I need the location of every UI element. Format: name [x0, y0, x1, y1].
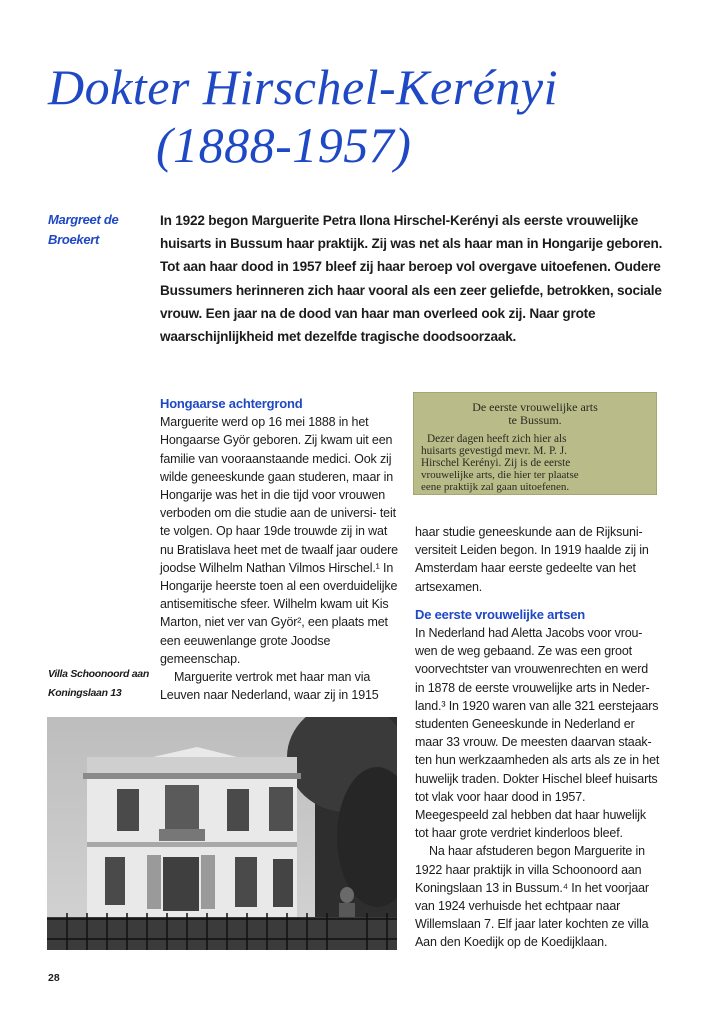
- column-right: [415, 523, 660, 952]
- column-left: [160, 395, 400, 704]
- paragraph: Marguerite werd op 16 mei 1888 in het Hongaarse Györ geboren. Zij kwam uit een familie van vooraanstaande medici. Ook zij wilde geneeskunde gaan studeren, maar in Hongarije was het in die tijd voor vrouwen verboden om die studie aan de universi- teit te volgen. Op haar 19de trouwde zij in wat nu Bratislava heet met de twaalf jaar oudere joodse Wilhelm Nathan Vilmos Hirschel.¹ In Hongarije heerste toen al een overduidelijke antisemitische sfeer. Wilhelm kwam uit Kis Marton, niet ver van Györ², een plaats met een eeuwenlange grote Joodse gemeenschap.: [160, 415, 398, 666]
- section-heading-hongaarse: Hongaarse achtergrond: [160, 396, 303, 411]
- clipping-line: vrouwelijke arts, die hier ter plaatse: [421, 469, 579, 481]
- section-heading-eerste-artsen: De eerste vrouwelijke artsen: [415, 606, 585, 622]
- paragraph: Marguerite vertrok met haar man via Leuven naar Nederland, waar zij in 1915: [160, 670, 379, 703]
- author-name: Margreet de Broekert: [48, 212, 119, 247]
- article-title: [48, 58, 688, 174]
- title-line-2: (1888-1957): [156, 117, 412, 173]
- page-number: 28: [48, 972, 60, 984]
- paragraph: haar studie geneeskunde aan de Rijksuni- versiteit Leiden begon. In 1919 haalde zij in Amsterdam haar eerste gedeelte van het artsexamen.: [415, 525, 649, 594]
- lead-paragraph: In 1922 begon Marguerite Petra Ilona Hirschel-Kerényi als eerste vrouwelijke huisarts in Bussum haar praktijk. Zij was net als haar man in Hongarije geboren. Tot aan haar dood in 1957 bleef zij haar beroep vol overgave uitoefenen. Oudere Bussumers herinneren zich haar vooral als een zeer geliefde, betrokken, sociale vrouw. Een jaar na de dood van haar man overleed ook zij. Naar grote waarschijnlijkheid met dezelfde tragische doodsoorzaak.: [160, 213, 663, 345]
- clipping-headline-1: De eerste vrouwelijke arts: [472, 400, 598, 414]
- title-line-1: Dokter Hirschel-Kerényi: [48, 59, 558, 115]
- photo-caption: Villa Schoonoord aan Koningslaan 13: [48, 668, 149, 699]
- villa-photo: [47, 717, 397, 950]
- clipping-headline-2: te Bussum.: [508, 413, 562, 427]
- clipping-line: huisarts gevestigd mevr. M. P. J.: [421, 445, 567, 457]
- paragraph: Na haar afstuderen begon Marguerite in 1922 haar praktijk in villa Schoonoord aan Koningslaan 13 in Bussum.⁴ In het voorjaar van 1924 verhuisde het echtpaar naar Willemslaan 7. Elf jaar later kochten ze villa Aan den Koedijk op de Koedijklaan.: [415, 844, 649, 950]
- clipping-line: Dezer dagen heeft zich hier als: [427, 433, 567, 445]
- paragraph: In Nederland had Aletta Jacobs voor vrou- wen de weg gebaand. Ze was een groot voorvechtster van vrouwenrechten en werd in 1878 de eerste vrouwelijke arts in Neder- land.³ In 1920 waren van alle 321 eerstejaars studenten Geneeskunde in Nederland er maar 33 vrouw. De meesten daarvan staak- ten hun werkzaamheden als arts als ze in het huwelijk traden. Dokter Hischel bleef huisarts tot vlak voor haar dood in 1957. Meegespeeld zal hebben dat haar huwelijk tot haar grote verdriet kinderloos bleef.: [415, 626, 660, 841]
- newspaper-clipping: [413, 392, 657, 495]
- clipping-line: eene praktijk zal gaan uitoefenen.: [421, 481, 570, 493]
- clipping-line: Hirschel Kerényi. Zij is de eerste: [421, 457, 571, 469]
